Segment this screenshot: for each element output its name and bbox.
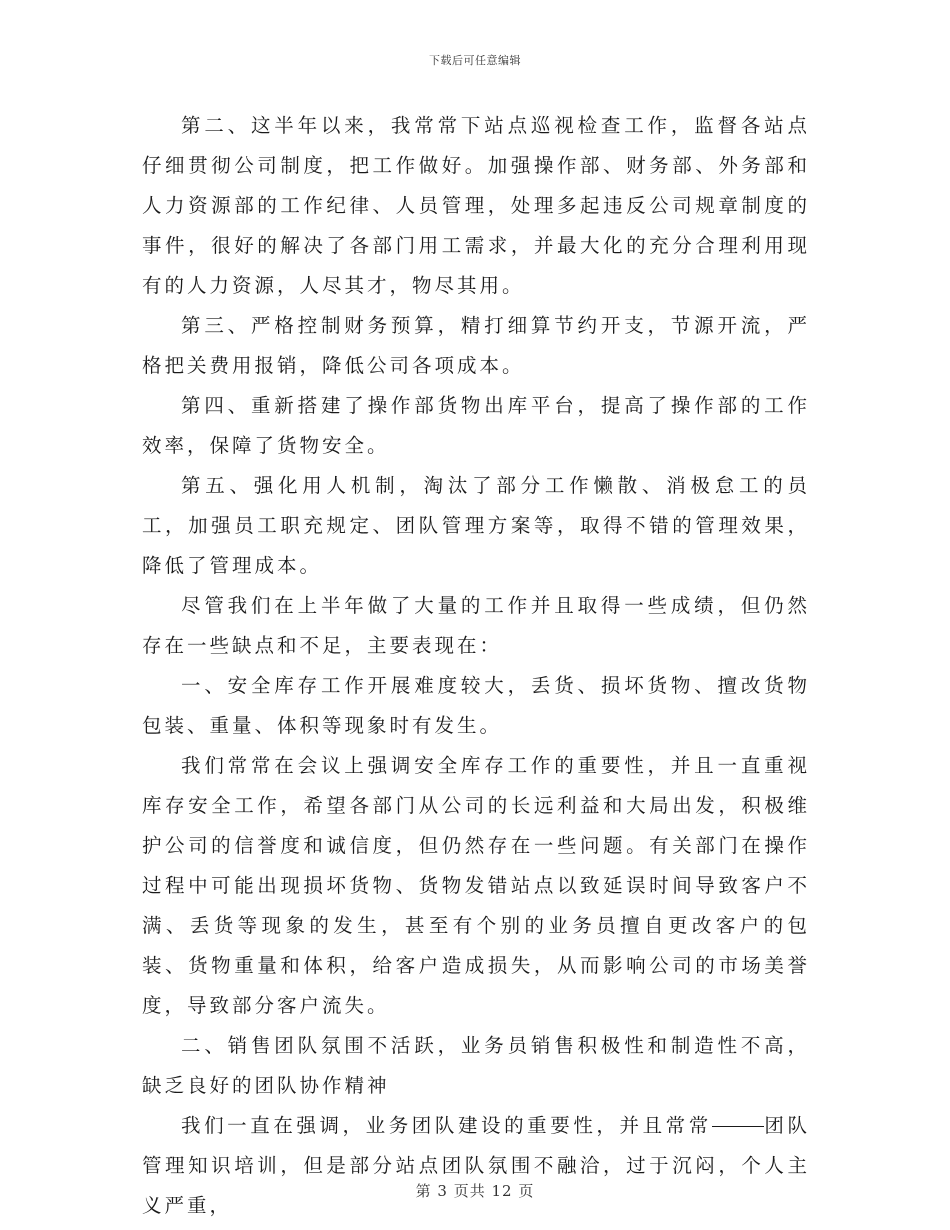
paragraph-9-part-1: 我们一直在强调，业务团队建设的重要性，并且常常	[181, 1114, 712, 1137]
page-header: 下载后可任意编辑	[429, 54, 521, 67]
paragraph-9-part-2: 团队管理知识培训，但是部分站点团队氛围不融洽，过于沉闷，个人主义严重，	[142, 1114, 810, 1217]
paragraph-8: 二、销售团队氛围不活跃，业务员销售积极性和制造性不高，缺乏良好的团队协作精神	[142, 1034, 810, 1097]
paragraph-2: 第三、严格控制财务预算，精打细算节约开支，节源开流，严格把关费用报销，降低公司各项成本。	[142, 314, 810, 377]
fill-in-blank	[712, 1125, 764, 1127]
paragraph-5: 尽管我们在上半年做了大量的工作并且取得一些成绩，但仍然存在一些缺点和不足，主要表现在：	[142, 594, 810, 657]
paragraph-4: 第五、强化用人机制，淘汰了部分工作懒散、消极怠工的员工，加强员工职充规定、团队管理方案等，取得不错的管理效果，降低了管理成本。	[142, 474, 810, 577]
paragraph-3: 第四、重新搭建了操作部货物出库平台，提高了操作部的工作效率，保障了货物安全。	[142, 394, 810, 457]
paragraph-9	[142, 1106, 810, 1226]
body-content	[142, 106, 810, 1226]
page-footer: 第 3 页共 12 页	[415, 1182, 535, 1200]
paragraph-7: 我们常常在会议上强调安全库存工作的重要性，并且一直重视库存安全工作，希望各部门从公司的长远利益和大局出发，积极维护公司的信誉度和诚信度，但仍然存在一些问题。有关部门在操作过程中可能出现损坏货物、货物发错站点以致延误时间导致客户不满、丢货等现象的发生，甚至有个别的业务员擅自更改客户的包装、货物重量和体积，给客户造成损失，从而影响公司的市场美誉度，导致部分客户流失。	[142, 754, 810, 1017]
paragraph-1: 第二、这半年以来，我常常下站点巡视检查工作，监督各站点仔细贯彻公司制度，把工作做好。加强操作部、财务部、外务部和人力资源部的工作纪律、人员管理，处理多起违反公司规章制度的事件，很好的解决了各部门用工需求，并最大化的充分合理利用现有的人力资源，人尽其才，物尽其用。	[142, 114, 810, 297]
paragraph-6: 一、安全库存工作开展难度较大，丢货、损坏货物、擅改货物包装、重量、体积等现象时有发生。	[142, 674, 810, 737]
